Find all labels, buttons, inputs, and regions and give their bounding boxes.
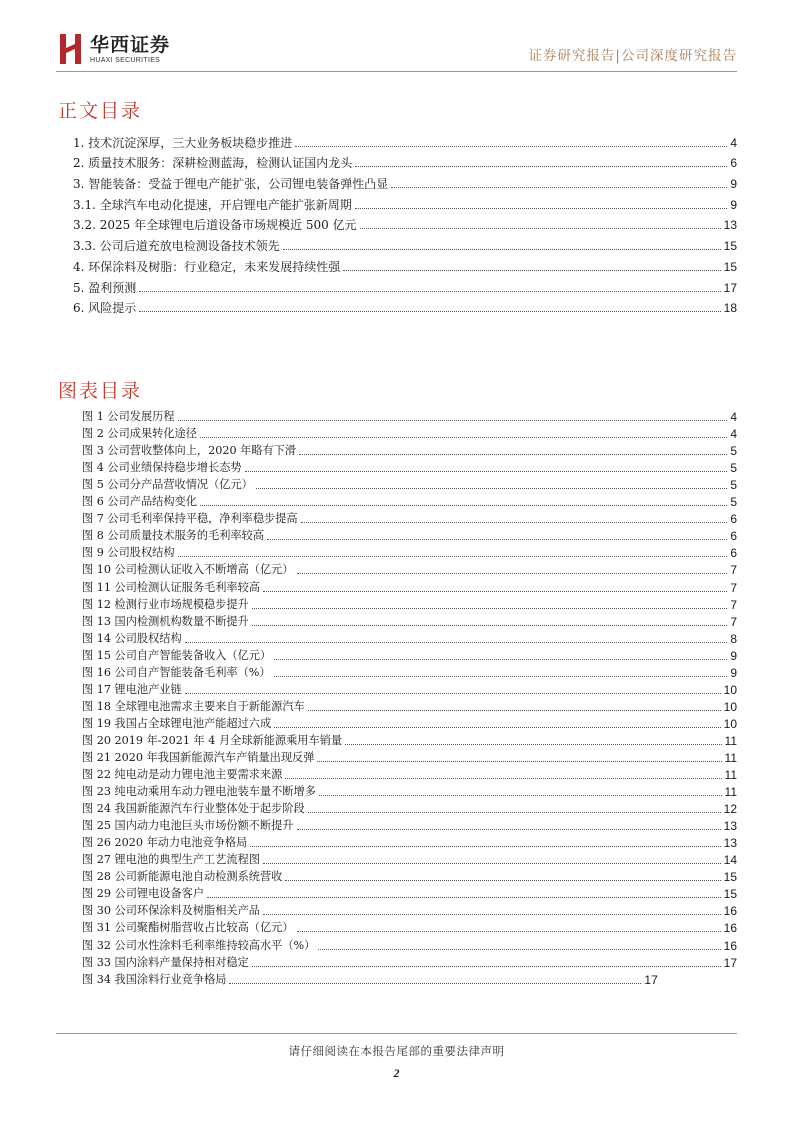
figure-entry-text: 图 14 公司股权结构: [82, 631, 182, 645]
figure-entry-page: 6: [730, 512, 737, 527]
dot-leader: [178, 556, 728, 557]
figure-entry-text: 图 25 国内动力电池巨头市场份额不断提升: [82, 819, 294, 833]
figure-entry-text: 图 15 公司自产智能装备收入（亿元）: [82, 648, 272, 662]
figure-entry-text: 图 11 公司检测认证服务毛利率较高: [82, 580, 260, 594]
dot-leader: [285, 778, 721, 779]
figure-entry[interactable]: [82, 954, 737, 971]
figure-entry-text: 图 13 国内检测机构数量不断提升: [82, 614, 249, 628]
figure-entry-page: 8: [730, 631, 737, 646]
figure-entry-text: 图 30 公司环保涂料及树脂相关产品: [82, 904, 260, 918]
dot-leader: [391, 187, 727, 188]
figure-entry-page: 16: [723, 921, 737, 936]
dot-leader: [245, 471, 728, 472]
dot-leader: [252, 966, 721, 967]
figure-entry[interactable]: [82, 783, 737, 800]
figure-entry-page: 9: [730, 648, 737, 663]
figure-entry[interactable]: [82, 834, 737, 851]
logo-english-name: HUAXI SECURITIES: [90, 56, 161, 64]
toc-entry[interactable]: [73, 277, 737, 298]
dot-leader: [297, 573, 728, 574]
figure-entry[interactable]: [82, 766, 737, 783]
dot-leader: [200, 505, 727, 506]
dot-leader: [308, 710, 721, 711]
toc-entry[interactable]: [73, 298, 737, 319]
page-number: 2: [393, 1066, 400, 1080]
figure-entry-text: 图 6 公司产品结构变化: [82, 495, 197, 509]
figure-entry-page: 15: [723, 870, 737, 885]
toc-entry[interactable]: [73, 194, 737, 215]
figure-entry-page: 17: [723, 955, 737, 970]
toc-entry[interactable]: [73, 256, 737, 277]
toc-entry[interactable]: [73, 132, 737, 153]
figure-entry-page: 13: [723, 836, 737, 851]
figure-entry-page: 12: [723, 802, 737, 817]
figure-entry-text: 图 16 公司自产智能装备毛利率（%）: [82, 665, 271, 679]
dot-leader: [274, 727, 720, 728]
figure-entry[interactable]: [82, 613, 737, 630]
dot-leader: [274, 676, 728, 677]
figure-entry[interactable]: [82, 596, 737, 613]
figure-entry-text: 图 28 公司新能源电池自动检测系统营收: [82, 870, 283, 884]
figure-entry-text: 图 18 全球锂电池需求主要来自于新能源汽车: [82, 699, 305, 713]
toc-entry-text: 3.3. 公司后道充放电检测设备技术领先: [73, 239, 280, 254]
figure-entry-page: 10: [723, 699, 737, 714]
toc-entry-text: 5. 盈利预测: [73, 280, 137, 295]
dot-leader: [355, 208, 728, 209]
toc-entry-text: 1. 技术沉淀深厚，三大业务板块稳步推进: [73, 135, 293, 150]
dot-leader: [283, 249, 721, 250]
figure-entry-page: 4: [730, 410, 737, 425]
dot-leader: [317, 761, 721, 762]
figure-entry[interactable]: [82, 561, 737, 578]
figure-entry-text: 图 5 公司分产品营收情况（亿元）: [82, 478, 253, 492]
figure-entry-text: 图 10 公司检测认证收入不断增高（亿元）: [82, 563, 294, 577]
figure-entry[interactable]: [82, 527, 737, 544]
dot-leader: [139, 311, 720, 312]
toc-entry-text: 6. 风险提示: [73, 301, 137, 316]
figure-entry[interactable]: [82, 459, 737, 476]
figure-entry-page: 13: [723, 819, 737, 834]
figure-entry[interactable]: [82, 544, 737, 561]
figure-entry[interactable]: [82, 630, 737, 647]
figure-entry-page: 10: [723, 716, 737, 731]
figure-entry-text: 图 1 公司发展历程: [82, 410, 175, 424]
toc-entry-text: 3.2. 2025 年全球锂电后道设备市场规模近 500 亿元: [73, 218, 357, 233]
company-logo: [58, 30, 170, 68]
dot-leader: [263, 863, 721, 864]
figure-entry-text: 图 23 纯电动乘用车动力锂电池装车量不断增多: [82, 785, 316, 799]
toc-entry[interactable]: [73, 173, 737, 194]
toc-entry-text: 3.1. 全球汽车电动化提速，开启锂电产能扩张新周期: [73, 197, 352, 212]
figure-entry-page: 7: [730, 614, 737, 629]
toc-entry-text: 3. 智能装备：受益于锂电产能扩张，公司锂电装备弹性凸显: [73, 177, 389, 192]
figure-entry[interactable]: [82, 578, 737, 595]
toc-entry[interactable]: [73, 153, 737, 174]
figure-toc-title: 图表目录: [58, 380, 143, 402]
figure-entry-page: 16: [723, 938, 737, 953]
dot-leader: [200, 437, 727, 438]
figure-entry-page: 4: [730, 427, 737, 442]
dot-leader: [178, 420, 728, 421]
toc-entry-text: 2. 质量技术服务：深耕检测蓝海，检测认证国内龙头: [73, 156, 353, 171]
figure-entry[interactable]: [82, 868, 737, 885]
figure-entry-text: 图 12 检测行业市场规模稳步提升: [82, 597, 249, 611]
figure-entry-page: 5: [730, 444, 737, 459]
dot-leader: [301, 522, 728, 523]
figure-entry[interactable]: [82, 919, 737, 936]
dot-leader: [229, 983, 641, 984]
figure-entry-page: 10: [723, 682, 737, 697]
toc-entry-page: 18: [723, 301, 737, 316]
figure-entry-text: 图 21 2020 年我国新能源汽车产销量出现反弹: [82, 750, 315, 764]
figure-entry[interactable]: [82, 936, 737, 953]
dot-leader: [207, 897, 721, 898]
dot-leader: [185, 642, 728, 643]
dot-leader: [252, 625, 728, 626]
figure-entry[interactable]: [82, 425, 737, 442]
figure-entry-text: 图 19 我国占全球锂电池产能超过六成: [82, 716, 272, 730]
dot-leader: [355, 166, 727, 167]
figure-entry-page: 7: [730, 563, 737, 578]
figure-entry-text: 图 7 公司毛利率保持平稳，净利率稳步提高: [82, 512, 298, 526]
figure-entry[interactable]: [82, 510, 737, 527]
figure-entry[interactable]: [82, 817, 737, 834]
toc-entry-page: 13: [723, 218, 737, 233]
figure-entry[interactable]: [82, 493, 737, 510]
figure-entry[interactable]: [82, 476, 737, 493]
toc-entry[interactable]: [73, 235, 737, 256]
figure-entry[interactable]: [82, 647, 737, 664]
dot-leader: [345, 744, 721, 745]
figure-entry-page: 7: [730, 580, 737, 595]
figure-entry-page: 6: [730, 529, 737, 544]
toc-entry-page: 15: [723, 239, 737, 254]
dot-leader: [318, 949, 720, 950]
dot-leader: [263, 914, 721, 915]
figure-entry-text: 图 33 国内涂料产量保持相对稳定: [82, 955, 249, 969]
figure-entry-page: 16: [723, 904, 737, 919]
toc-entry-page: 9: [730, 197, 737, 212]
dot-leader: [295, 146, 727, 147]
logo-chinese-name: 华西证券: [90, 33, 171, 56]
figure-entry[interactable]: [82, 732, 737, 749]
figure-entry[interactable]: [82, 442, 737, 459]
figure-entry-text: 图 31 公司聚酯树脂营收占比较高（亿元）: [82, 921, 294, 935]
figure-entry-page: 5: [730, 461, 737, 476]
figure-entry[interactable]: [82, 885, 737, 902]
figure-entry-page: 9: [730, 665, 737, 680]
toc-entry-page: 9: [730, 177, 737, 192]
dot-leader: [285, 880, 720, 881]
footer-divider: [56, 1033, 737, 1034]
figure-entry[interactable]: [82, 664, 737, 681]
dot-leader: [256, 488, 727, 489]
dot-leader: [139, 291, 720, 292]
toc-entry[interactable]: [73, 215, 737, 236]
main-toc-title: 正文目录: [58, 100, 143, 122]
dot-leader: [343, 270, 720, 271]
dot-leader: [263, 591, 727, 592]
figure-entry[interactable]: [82, 851, 737, 868]
figure-entry-text: 图 27 锂电池的典型生产工艺流程图: [82, 853, 260, 867]
figure-entry-text: 图 17 锂电池产业链: [82, 682, 182, 696]
dot-leader: [250, 846, 720, 847]
toc-entry-page: 4: [730, 135, 737, 150]
figure-entry-text: 图 3 公司营收整体向上，2020 年略有下滑: [82, 444, 297, 458]
figure-entry[interactable]: [82, 902, 737, 919]
figure-entry-text: 图 32 公司水性涂料毛利率维持较高水平（%）: [82, 938, 316, 952]
figure-entry-page: 14: [723, 853, 737, 868]
figure-entry-page: 17: [644, 972, 658, 987]
dot-leader: [297, 931, 721, 932]
figure-entry[interactable]: [82, 971, 737, 988]
figure-entry-page: 11: [724, 750, 737, 765]
figure-entry[interactable]: [82, 715, 737, 732]
toc-entry-text: 4. 环保涂料及树脂：行业稳定，未来发展持续性强: [73, 259, 341, 274]
main-toc-list: [73, 132, 737, 318]
dot-leader: [319, 795, 722, 796]
figure-entry-text: 图 29 公司锂电设备客户: [82, 887, 205, 901]
figure-entry[interactable]: [82, 408, 737, 425]
figure-entry-page: 11: [724, 768, 737, 783]
figure-entry-text: 图 9 公司股权结构: [82, 546, 175, 560]
figure-entry-page: 5: [730, 478, 737, 493]
dot-leader: [252, 608, 728, 609]
legal-notice: 请仔细阅读在本报告尾部的重要法律声明: [288, 1044, 505, 1058]
figure-toc-list: [82, 408, 737, 988]
figure-entry-page: 11: [724, 733, 737, 748]
toc-entry-page: 17: [723, 280, 737, 295]
toc-entry-page: 6: [730, 156, 737, 171]
huaxi-logo-icon: [58, 32, 84, 66]
figure-entry[interactable]: [82, 800, 737, 817]
report-type-label: 证券研究报告|公司深度研究报告: [528, 48, 737, 64]
figure-entry-page: 15: [723, 887, 737, 902]
figure-entry-text: 图 34 我国涂料行业竞争格局: [82, 972, 227, 986]
figure-entry-page: 6: [730, 546, 737, 561]
dot-leader: [299, 454, 727, 455]
figure-entry-page: 11: [724, 785, 737, 800]
header-divider: [56, 71, 737, 72]
figure-entry-page: 5: [730, 495, 737, 510]
toc-entry-page: 15: [723, 259, 737, 274]
figure-entry[interactable]: [82, 681, 737, 698]
figure-entry-text: 图 22 纯电动是动力锂电池主要需求来源: [82, 768, 283, 782]
dot-leader: [308, 812, 721, 813]
figure-entry-text: 图 20 2019 年-2021 年 4 月全球新能源乘用车销量: [82, 733, 343, 747]
dot-leader: [297, 829, 721, 830]
figure-entry[interactable]: [82, 749, 737, 766]
figure-entry-text: 图 8 公司质量技术服务的毛利率较高: [82, 529, 265, 543]
figure-entry-text: 图 24 我国新能源汽车行业整体处于起步阶段: [82, 802, 305, 816]
dot-leader: [360, 228, 721, 229]
figure-entry-page: 7: [730, 597, 737, 612]
dot-leader: [267, 539, 727, 540]
figure-entry-text: 图 4 公司业绩保持稳步增长态势: [82, 461, 242, 475]
dot-leader: [185, 693, 721, 694]
dot-leader: [274, 659, 727, 660]
figure-entry-text: 图 2 公司成果转化途径: [82, 427, 197, 441]
figure-entry[interactable]: [82, 698, 737, 715]
figure-entry-text: 图 26 2020 年动力电池竞争格局: [82, 836, 248, 850]
